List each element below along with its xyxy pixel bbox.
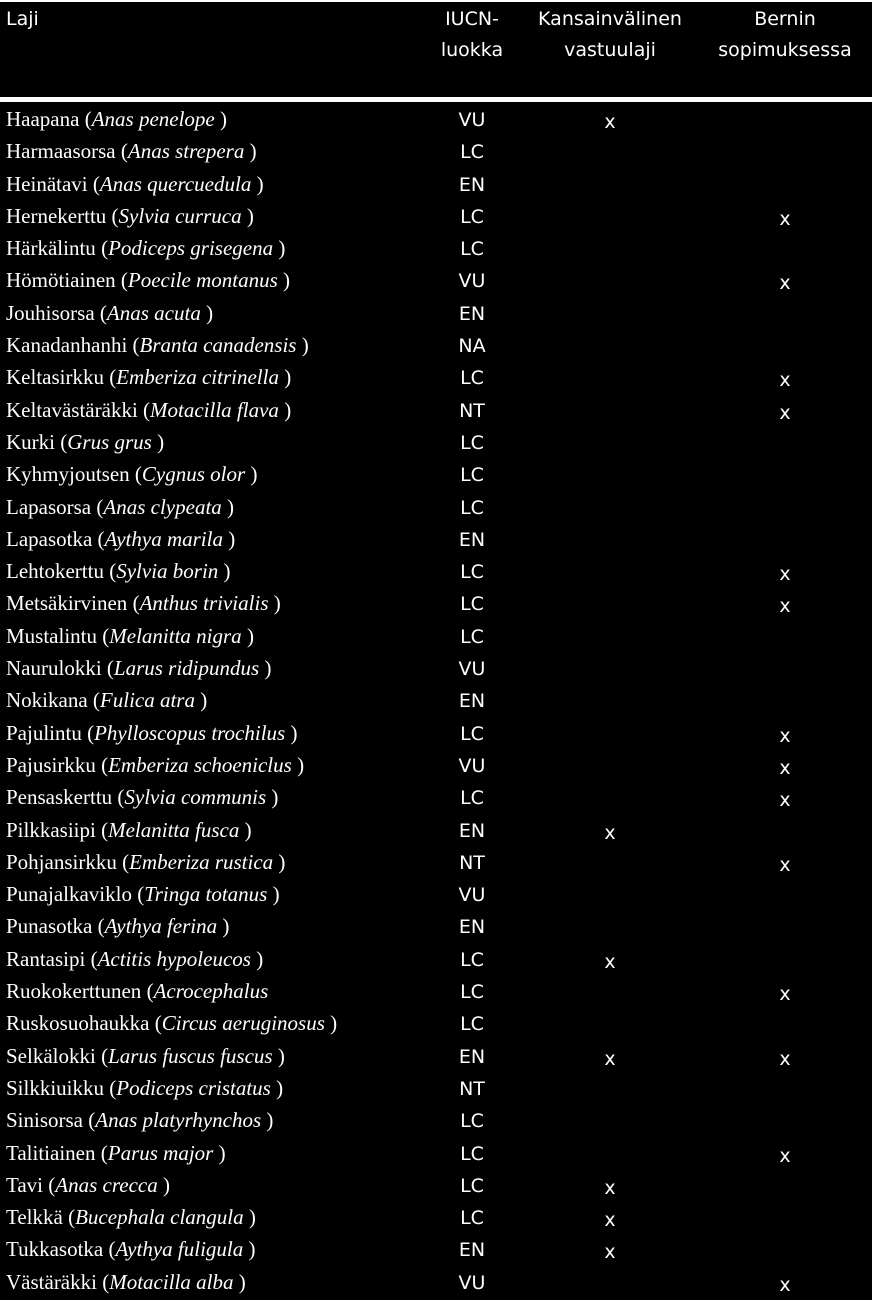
iucn-category: VU xyxy=(458,1271,486,1294)
bern-convention-mark: x xyxy=(779,1047,791,1070)
species-name: Lapasotka (Aythya marila ) xyxy=(6,526,236,551)
table-row xyxy=(0,684,872,716)
species-name: Pensaskerttu (Sylvia communis ) xyxy=(6,785,279,810)
species-name: Sinisorsa (Anas platyrhynchos ) xyxy=(6,1108,274,1133)
scientific-name: Actitis hypoleucos xyxy=(97,946,251,971)
species-name: Rantasipi (Actitis hypoleucos ) xyxy=(6,946,264,971)
finnish-name: Telkkä xyxy=(6,1205,63,1230)
scientific-name: Melanitta fusca xyxy=(108,817,240,842)
species-name: Haapana (Anas penelope ) xyxy=(6,107,227,131)
scientific-name: Anas crecca xyxy=(55,1172,158,1197)
species-name: Silkkiuikku (Podiceps cristatus ) xyxy=(6,1075,284,1100)
closing-paren: ) xyxy=(277,1043,285,1068)
species-name: Hernekerttu (Sylvia curruca ) xyxy=(6,203,254,228)
bern-convention-mark: x xyxy=(779,401,791,424)
table-row xyxy=(0,491,872,523)
finnish-name: Mustalintu xyxy=(6,623,98,648)
iucn-category: NT xyxy=(459,1077,485,1100)
iucn-category: LC xyxy=(460,1110,484,1133)
iucn-category: VU xyxy=(458,884,486,907)
scientific-name: Aythya ferina xyxy=(104,914,218,939)
scientific-name: Sylvia borin xyxy=(116,559,219,584)
iucn-category: NA xyxy=(458,335,486,358)
table-row xyxy=(0,1169,872,1201)
table-row xyxy=(0,523,872,555)
closing-paren: ) xyxy=(330,1011,338,1036)
table-row xyxy=(0,458,872,490)
bern-convention-mark: x xyxy=(779,207,791,230)
finnish-name: Nokikana xyxy=(6,688,88,713)
table-row xyxy=(0,1266,872,1298)
closing-paren: ) xyxy=(244,817,252,842)
table-row xyxy=(0,329,872,361)
iucn-category: LC xyxy=(460,238,484,261)
iucn-category: EN xyxy=(458,1239,486,1262)
international-responsibility-mark: x xyxy=(604,821,616,844)
iucn-category: LC xyxy=(460,205,484,228)
closing-paren: ) xyxy=(256,171,264,196)
table-row xyxy=(0,910,872,942)
closing-paren: ) xyxy=(301,333,309,358)
closing-paren: ) xyxy=(297,752,305,777)
international-responsibility-mark: x xyxy=(604,111,616,133)
table-row xyxy=(0,717,872,749)
bern-convention-mark: x xyxy=(779,369,791,392)
international-responsibility-mark: x xyxy=(604,1176,616,1199)
closing-paren: ) xyxy=(249,139,257,164)
table-body xyxy=(0,103,872,1298)
bern-convention-mark: x xyxy=(779,756,791,779)
finnish-name: Punajalkaviklo xyxy=(6,882,132,907)
species-name: Kurki (Grus grus ) xyxy=(6,429,165,454)
iucn-category: LC xyxy=(460,625,484,648)
bern-convention-mark: x xyxy=(779,272,791,295)
table-row xyxy=(0,943,872,975)
iucn-category: LC xyxy=(460,561,484,584)
scientific-name: Poecile montanus xyxy=(127,268,278,293)
finnish-name: Härkälintu xyxy=(6,236,96,261)
finnish-name: Tavi xyxy=(6,1172,44,1197)
iucn-category: LC xyxy=(460,464,484,487)
finnish-name: Ruskosuohaukka xyxy=(6,1011,150,1036)
finnish-name: Haapana xyxy=(6,107,80,131)
closing-paren: ) xyxy=(228,526,236,551)
species-name: Västäräkki (Motacilla alba ) xyxy=(6,1269,246,1294)
species-name: Keltasirkku (Emberiza citrinella ) xyxy=(6,365,292,390)
species-name: Talitiainen (Parus major ) xyxy=(6,1140,226,1165)
scientific-name: Phylloscopus trochilus xyxy=(94,720,286,745)
table-row xyxy=(0,264,872,296)
scientific-name: Branta canadensis xyxy=(139,333,297,358)
bern-convention-mark: x xyxy=(779,853,791,876)
table-row xyxy=(0,781,872,813)
table-row xyxy=(0,297,872,329)
scientific-name: Bucephala clangula xyxy=(75,1205,244,1230)
iucn-category: VU xyxy=(458,270,486,293)
closing-paren: ) xyxy=(278,849,286,874)
species-name: Punasotka (Aythya ferina ) xyxy=(6,914,230,939)
scientific-name: Podiceps cristatus xyxy=(116,1075,271,1100)
finnish-name: Jouhisorsa xyxy=(6,300,95,325)
closing-paren: ) xyxy=(206,300,214,325)
table-row xyxy=(0,1137,872,1169)
finnish-name: Metsäkirvinen xyxy=(6,591,128,616)
international-responsibility-mark: x xyxy=(604,1047,616,1070)
table-row xyxy=(0,975,872,1007)
iucn-category: LC xyxy=(460,981,484,1004)
finnish-name: Pohjansirkku xyxy=(6,849,117,874)
species-name: Härkälintu (Podiceps grisegena ) xyxy=(6,236,286,261)
iucn-category: LC xyxy=(460,1174,484,1197)
iucn-category: LC xyxy=(460,431,484,454)
scientific-name: Anas acuta xyxy=(106,300,201,325)
iucn-category: LC xyxy=(460,1013,484,1036)
closing-paren: ) xyxy=(272,882,280,907)
bern-convention-mark: x xyxy=(779,983,791,1006)
iucn-category: NT xyxy=(459,399,485,422)
species-name: Metsäkirvinen (Anthus trivialis ) xyxy=(6,591,281,616)
scientific-name: Anas platyrhynchos xyxy=(95,1108,262,1133)
finnish-name: Tukkasotka xyxy=(6,1237,104,1262)
finnish-name: Rantasipi xyxy=(6,946,86,971)
closing-paren: ) xyxy=(162,1172,170,1197)
scientific-name: Anas clypeata xyxy=(103,494,222,519)
closing-paren: ) xyxy=(227,494,235,519)
finnish-name: Kyhmyjoutsen xyxy=(6,462,130,487)
international-responsibility-mark: x xyxy=(604,1209,616,1232)
finnish-name: Pilkkasiipi xyxy=(6,817,96,842)
closing-paren: ) xyxy=(256,946,264,971)
closing-paren: ) xyxy=(218,1140,226,1165)
finnish-name: Kanadanhanhi xyxy=(6,333,128,358)
table-row xyxy=(0,1104,872,1136)
finnish-name: Lapasotka xyxy=(6,526,93,551)
table-row xyxy=(0,587,872,619)
table-row xyxy=(0,1007,872,1039)
closing-paren: ) xyxy=(246,203,254,228)
iucn-category: LC xyxy=(460,948,484,971)
finnish-name: Ruokokerttunen xyxy=(6,979,142,1004)
table-row xyxy=(0,426,872,458)
scientific-name: Motacilla flava xyxy=(150,397,279,422)
species-name: Pohjansirkku (Emberiza rustica ) xyxy=(6,849,286,874)
iucn-category: LC xyxy=(460,141,484,164)
closing-paren: ) xyxy=(276,1075,284,1100)
finnish-name: Pajusirkku xyxy=(6,752,96,777)
closing-paren: ) xyxy=(246,623,254,648)
scientific-name: Melanitta nigra xyxy=(109,623,242,648)
table-row xyxy=(0,814,872,846)
species-name: Mustalintu (Melanitta nigra ) xyxy=(6,623,254,648)
iucn-category: LC xyxy=(460,787,484,810)
species-name: Keltavästäräkki (Motacilla flava ) xyxy=(6,397,292,422)
table-row xyxy=(0,652,872,684)
species-name: Nokikana (Fulica atra ) xyxy=(6,688,208,713)
iucn-category: EN xyxy=(458,819,486,842)
finnish-name: Silkkiuikku xyxy=(6,1075,105,1100)
iucn-category: EN xyxy=(458,690,486,713)
iucn-category: LC xyxy=(460,496,484,519)
scientific-name: Emberiza schoeniclus xyxy=(108,752,292,777)
species-name: Harmaasorsa (Anas strepera ) xyxy=(6,139,257,164)
table-row xyxy=(0,394,872,426)
iucn-category: EN xyxy=(458,173,486,196)
header-iucn: IUCN- luokka xyxy=(440,8,504,61)
species-name: Naurulokki (Larus ridipundus ) xyxy=(6,656,272,681)
finnish-name: Sinisorsa xyxy=(6,1108,84,1133)
bern-convention-mark: x xyxy=(779,1144,791,1167)
scientific-name: Larus ridipundus xyxy=(113,656,260,681)
closing-paren: ) xyxy=(248,1237,256,1262)
table-row xyxy=(0,135,872,167)
closing-paren: ) xyxy=(222,914,230,939)
finnish-name: Heinätavi xyxy=(6,171,88,196)
closing-paren: ) xyxy=(223,559,231,584)
closing-paren: ) xyxy=(200,688,208,713)
bern-convention-mark: x xyxy=(779,789,791,812)
finnish-name: Pajulintu xyxy=(6,720,82,745)
table-row xyxy=(0,168,872,200)
species-name: Telkkä (Bucephala clangula ) xyxy=(6,1205,256,1230)
closing-paren: ) xyxy=(220,107,227,131)
table-row xyxy=(0,1040,872,1072)
table-row xyxy=(0,1072,872,1104)
scientific-name: Emberiza rustica xyxy=(129,849,274,874)
closing-paren: ) xyxy=(157,429,165,454)
scientific-name: Sylvia curruca xyxy=(118,203,242,228)
scientific-name: Larus fuscus fuscus xyxy=(108,1043,273,1068)
finnish-name: Keltasirkku xyxy=(6,365,104,390)
scientific-name: Anas quercuedula xyxy=(99,171,252,196)
scientific-name: Emberiza citrinella xyxy=(116,365,279,390)
finnish-name: Harmaasorsa xyxy=(6,139,116,164)
closing-paren: ) xyxy=(238,1269,246,1294)
scientific-name: Anas strepera xyxy=(127,139,245,164)
closing-paren: ) xyxy=(284,397,292,422)
iucn-category: LC xyxy=(460,367,484,390)
species-name: Heinätavi (Anas quercuedula ) xyxy=(6,171,264,196)
species-name: Pajusirkku (Emberiza schoeniclus ) xyxy=(6,752,305,777)
finnish-name: Lapasorsa xyxy=(6,494,92,519)
closing-paren: ) xyxy=(271,785,279,810)
closing-paren: ) xyxy=(290,720,298,745)
scientific-name: Motacilla alba xyxy=(109,1269,234,1294)
scientific-name: Podiceps grisegena xyxy=(108,236,274,261)
table-row xyxy=(0,200,872,232)
table-row xyxy=(0,1233,872,1265)
closing-paren: ) xyxy=(264,656,272,681)
finnish-name: Talitiainen xyxy=(6,1140,96,1165)
closing-paren: ) xyxy=(273,591,281,616)
table-row xyxy=(0,232,872,264)
closing-paren: ) xyxy=(250,462,258,487)
finnish-name: Pensaskerttu xyxy=(6,785,113,810)
finnish-name: Lehtokerttu xyxy=(6,559,104,584)
table-row xyxy=(0,846,872,878)
closing-paren: ) xyxy=(248,1205,256,1230)
iucn-category: VU xyxy=(458,109,486,131)
scientific-name: Aythya fuligula xyxy=(115,1237,244,1262)
scientific-name: Anas penelope xyxy=(91,107,215,131)
species-name: Punajalkaviklo (Tringa totanus ) xyxy=(6,882,280,907)
scientific-name: Tringa totanus xyxy=(144,882,268,907)
table-row xyxy=(0,555,872,587)
species-name: Lapasorsa (Anas clypeata ) xyxy=(6,494,235,519)
table-header xyxy=(0,0,872,99)
table-row xyxy=(0,361,872,393)
header-separator xyxy=(0,97,872,102)
species-name: Tavi (Anas crecca ) xyxy=(6,1172,170,1197)
iucn-category: LC xyxy=(460,722,484,745)
table-row xyxy=(0,1201,872,1233)
iucn-category: VU xyxy=(458,754,486,777)
finnish-name: Hernekerttu xyxy=(6,203,107,228)
finnish-name: Naurulokki xyxy=(6,656,102,681)
species-name: Jouhisorsa (Anas acuta ) xyxy=(6,300,214,325)
bern-convention-mark: x xyxy=(779,563,791,586)
species-name: Hömötiainen (Poecile montanus ) xyxy=(6,268,291,293)
iucn-category: EN xyxy=(458,1045,486,1068)
closing-paren: ) xyxy=(278,236,286,261)
iucn-category: EN xyxy=(458,302,486,325)
scientific-name: Fulica atra xyxy=(99,688,195,713)
iucn-category: EN xyxy=(458,528,486,551)
closing-paren: ) xyxy=(284,365,292,390)
table-row xyxy=(0,749,872,781)
scientific-name: Acrocephalus xyxy=(153,979,269,1004)
header-laji: Laji xyxy=(6,8,39,30)
header-bernin-sopimuksessa: Bernin sopimuksessa xyxy=(718,8,852,61)
finnish-name: Kurki xyxy=(6,429,55,454)
iucn-category: VU xyxy=(458,658,486,681)
bern-convention-mark: x xyxy=(779,1273,791,1296)
species-name: Lehtokerttu (Sylvia borin ) xyxy=(6,559,231,584)
iucn-category: LC xyxy=(460,1207,484,1230)
species-name: Tukkasotka (Aythya fuligula ) xyxy=(6,1237,256,1262)
finnish-name: Keltavästäräkki xyxy=(6,397,138,422)
finnish-name: Selkälokki xyxy=(6,1043,96,1068)
scientific-name: Anthus trivialis xyxy=(139,591,269,616)
finnish-name: Hömötiainen xyxy=(6,268,116,293)
species-name: Kanadanhanhi (Branta canadensis ) xyxy=(6,333,309,358)
finnish-name: Punasotka xyxy=(6,914,93,939)
species-name: Kyhmyjoutsen (Cygnus olor ) xyxy=(6,462,258,487)
iucn-category: LC xyxy=(460,1142,484,1165)
table-row xyxy=(0,620,872,652)
iucn-category: LC xyxy=(460,593,484,616)
scientific-name: Parus major xyxy=(107,1140,214,1165)
scientific-name: Cygnus olor xyxy=(141,462,246,487)
scientific-name: Circus aeruginosus xyxy=(161,1011,325,1036)
species-name: Pajulintu (Phylloscopus trochilus ) xyxy=(6,720,298,745)
international-responsibility-mark: x xyxy=(604,950,616,973)
international-responsibility-mark: x xyxy=(604,1241,616,1264)
species-name: Ruskosuohaukka (Circus aeruginosus ) xyxy=(6,1011,338,1036)
scientific-name: Aythya marila xyxy=(104,526,223,551)
bern-convention-mark: x xyxy=(779,595,791,618)
species-name: Ruokokerttunen (Acrocephalus xyxy=(6,979,269,1004)
table-row xyxy=(0,878,872,910)
iucn-category: EN xyxy=(458,916,486,939)
closing-paren: ) xyxy=(266,1108,274,1133)
species-name: Selkälokki (Larus fuscus fuscus ) xyxy=(6,1043,285,1068)
bern-convention-mark: x xyxy=(779,724,791,747)
finnish-name: Västäräkki xyxy=(6,1269,97,1294)
table-row xyxy=(0,103,872,135)
iucn-category: NT xyxy=(459,851,485,874)
scientific-name: Grus grus xyxy=(67,429,152,454)
species-name: Pilkkasiipi (Melanitta fusca ) xyxy=(6,817,252,842)
closing-paren: ) xyxy=(283,268,291,293)
scientific-name: Sylvia communis xyxy=(124,785,267,810)
header-kansainvalinen-vastuulaji: Kansainvälinen vastuulaji xyxy=(538,8,682,61)
